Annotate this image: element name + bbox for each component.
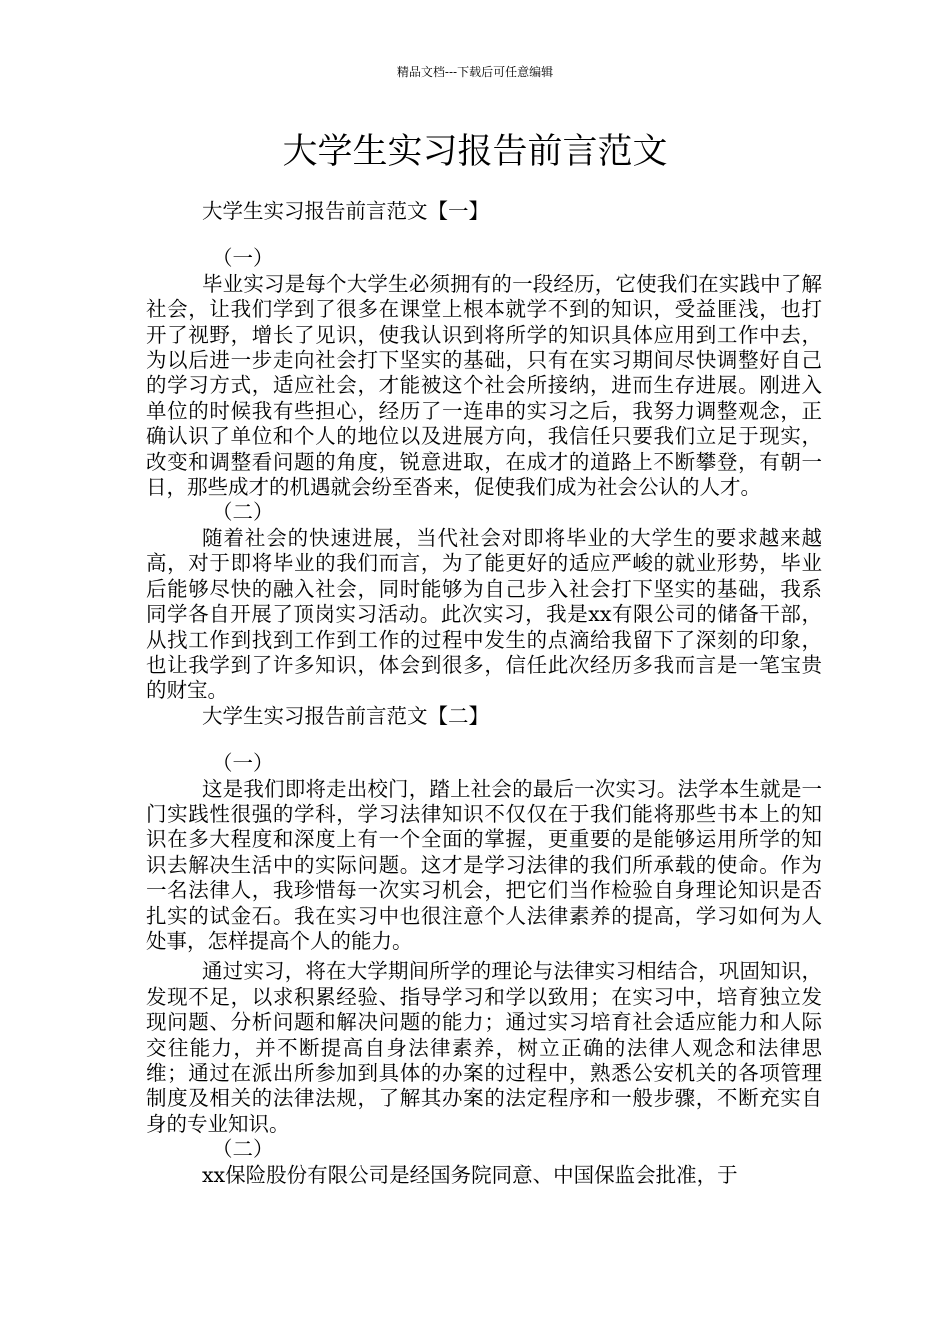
subsection-label: （一） xyxy=(212,751,274,776)
subsection-label: （一） xyxy=(212,246,274,271)
document-title: 大学生实习报告前言范文 xyxy=(282,132,668,172)
paragraph: 毕业实习是每个大学生必须拥有的一段经历，它使我们在实践中了解社会，让我们学到了很多在课堂上根本就学不到的知识，受益匪浅，也打开了视野，增长了见识，使我认识到将所学的知识具体应用到工作中去，为以后进一步走向社会打下坚实的基础，只有在实习期间尽快调整好自己的学习方式，适应社会，才能被这个社会所接纳，进而生存进展。刚进入单位的时候我有些担心，经历了一连串的实习之后，我努力调整观念，正确认识了单位和个人的地位以及进展方向，我信任只要我们立足于现实，改变和调整看问题的角度，锐意进取，在成才的道路上不断攀登，有朝一日，那些成才的机遇就会纷至沓来，促使我们成为社会公认的人才。 xyxy=(146,271,822,500)
subsection-label: （二） xyxy=(212,1137,274,1162)
document-body xyxy=(146,199,822,1188)
paragraph: 随着社会的快速进展，当代社会对即将毕业的大学生的要求越来越高，对于即将毕业的我们而言，为了能更好的适应严峻的就业形势，毕业后能够尽快的融入社会，同时能够为自己步入社会打下坚实的基础，我系同学各自开展了顶岗实习活动。此次实习，我是xx有限公司的储备干部，从找工作到找到工作到工作的过程中发生的点滴给我留下了深刻的印象，也让我学到了许多知识，体会到很多，信任此次经历多我而言是一笔宝贵的财宝。 xyxy=(146,525,822,703)
subsection-label: （二） xyxy=(212,500,274,525)
paragraph: 通过实习，将在大学期间所学的理论与法律实习相结合，巩固知识，发现不足，以求积累经验、指导学习和学以致用；在实习中，培育独立发现问题、分析问题和解决问题的能力；通过实习培育社会适应能力和人际交往能力，并不断提高自身法律素养，树立正确的法律人观念和法律思维；通过在派出所参加到具体的办案的过程中，熟悉公安机关的各项管理制度及相关的法律法规，了解其办案的法定程序和一般步骤，不断充实自身的专业知识。 xyxy=(146,959,822,1136)
paragraph: xx保险股份有限公司是经国务院同意、中国保监会批准，于 xyxy=(202,1162,738,1187)
paragraph: 这是我们即将走出校门，踏上社会的最后一次实习。法学本生就是一门实践性很强的学科，学习法律知识不仅仅在于我们能将那些书本上的知识在多大程度和深度上有一个全面的掌握，更重要的是能够运用所学的知识去解决生活中的实际问题。这才是学习法律的我们所承载的使命。作为一名法律人，我珍惜每一次实习机会，把它们当作检验自身理论知识是否扎实的试金石。我在实习中也很注意个人法律素养的提高，学习如何为人处事，怎样提高个人的能力。 xyxy=(146,776,822,953)
section-heading-1: 大学生实习报告前言范文【一】 xyxy=(202,199,489,223)
section-heading-2: 大学生实习报告前言范文【二】 xyxy=(202,703,489,728)
page-header-watermark: 精品文档---下载后可任意编辑 xyxy=(396,65,554,79)
